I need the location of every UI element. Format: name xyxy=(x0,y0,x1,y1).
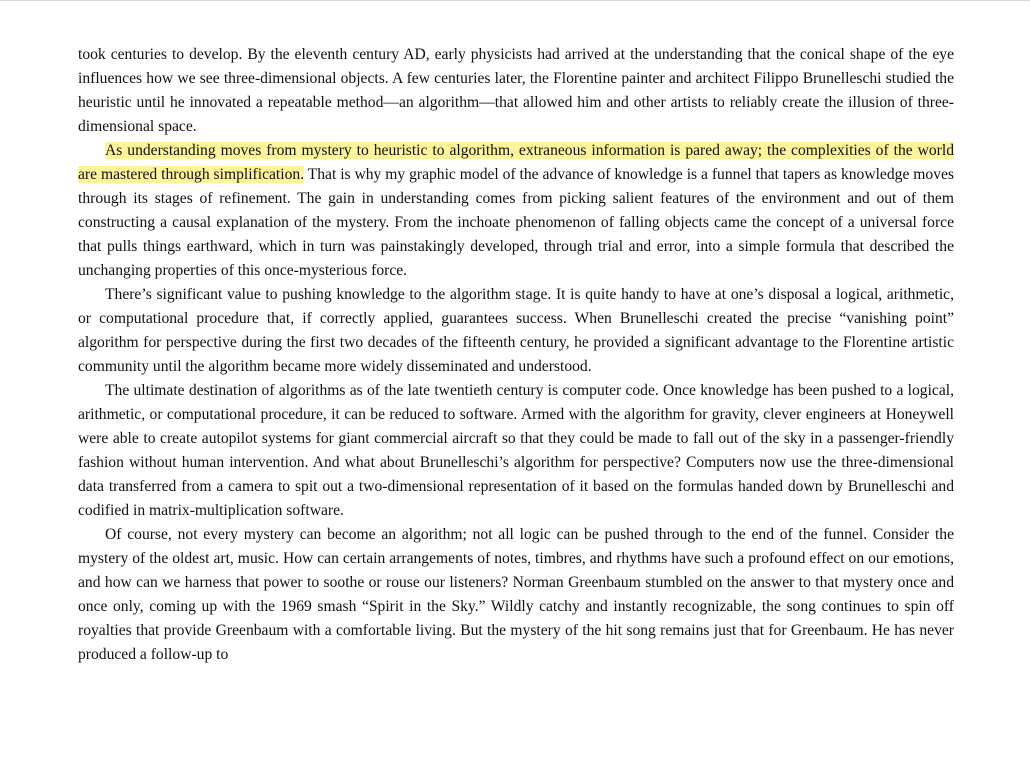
body-text xyxy=(78,43,954,667)
text-highlight[interactable]: As understanding moves from mystery to heuristic to algorithm, extraneous information is pared away; the complexities of the world are mastered through simplification. xyxy=(78,142,954,183)
paragraph: There’s significant value to pushing knowledge to the algorithm stage. It is quite handy to have at one’s disposal a logical, arithmetic, or computational procedure that, if correctly applied, guarantees success. When Brunelleschi created the precise “vanishing point” algorithm for perspective during the first two decades of the fifteenth century, he provided a significant advantage to the Florentine artistic community until the algorithm became more widely disseminated and understood. xyxy=(78,286,954,375)
paragraph: Of course, not every mystery can become an algorithm; not all logic can be pushed through to the end of the funnel. Consider the mystery of the oldest art, music. How can certain arrangements of notes, timbres, and rhythms have such a profound effect on our emotions, and how can we harness that power to soothe or rouse our listeners? Norman Greenbaum stumbled on the answer to that mystery once and once only, coming up with the 1969 smash “Spirit in the Sky.” Wildly catchy and instantly recognizable, the song continues to spin off royalties that provide Greenbaum with a comfortable living. But the mystery of the hit song remains just that for Greenbaum. He has never produced a follow-up to xyxy=(78,526,954,663)
paragraph-highlighted xyxy=(78,139,954,283)
paragraph-continuation: took centuries to develop. By the eleventh century AD, early physicists had arrived at the understanding that the conical shape of the eye influences how we see three-dimensional objects. A few centuries later, the Florentine painter and architect Filippo Brunelleschi studied the heuristic until he innovated a repeatable method—an algorithm—that allowed him and other artists to reliably create the illusion of three-dimensional space. xyxy=(78,46,954,135)
paragraph-text: That is why my graphic model of the advance of knowledge is a funnel that tapers as knowledge moves through its stages of refinement. The gain in understanding comes from picking salient features of the environment and out of them constructing a causal explanation of the mystery. From the inchoate phenomenon of falling objects came the concept of a universal force that pulls things earthward, which in turn was painstakingly developed, through trial and error, into a simple formula that described the unchanging properties of this once-mysterious force. xyxy=(78,166,954,279)
paragraph: The ultimate destination of algorithms as of the late twentieth century is computer code. Once knowledge has been pushed to a logical, arithmetic, or computational procedure, it can be reduced to software. Armed with the algorithm for gravity, clever engineers at Honeywell were able to create autopilot systems for giant commercial aircraft so that they could be made to fall out of the sky in a passenger-friendly fashion without human intervention. And what about Brunelleschi’s algorithm for perspective? Computers now use the three-dimensional data transferred from a camera to spit out a two-dimensional representation of it based on the formulas handed down by Brunelleschi and codified in matrix-multiplication software. xyxy=(78,382,954,519)
window-top-border xyxy=(0,0,1030,1)
